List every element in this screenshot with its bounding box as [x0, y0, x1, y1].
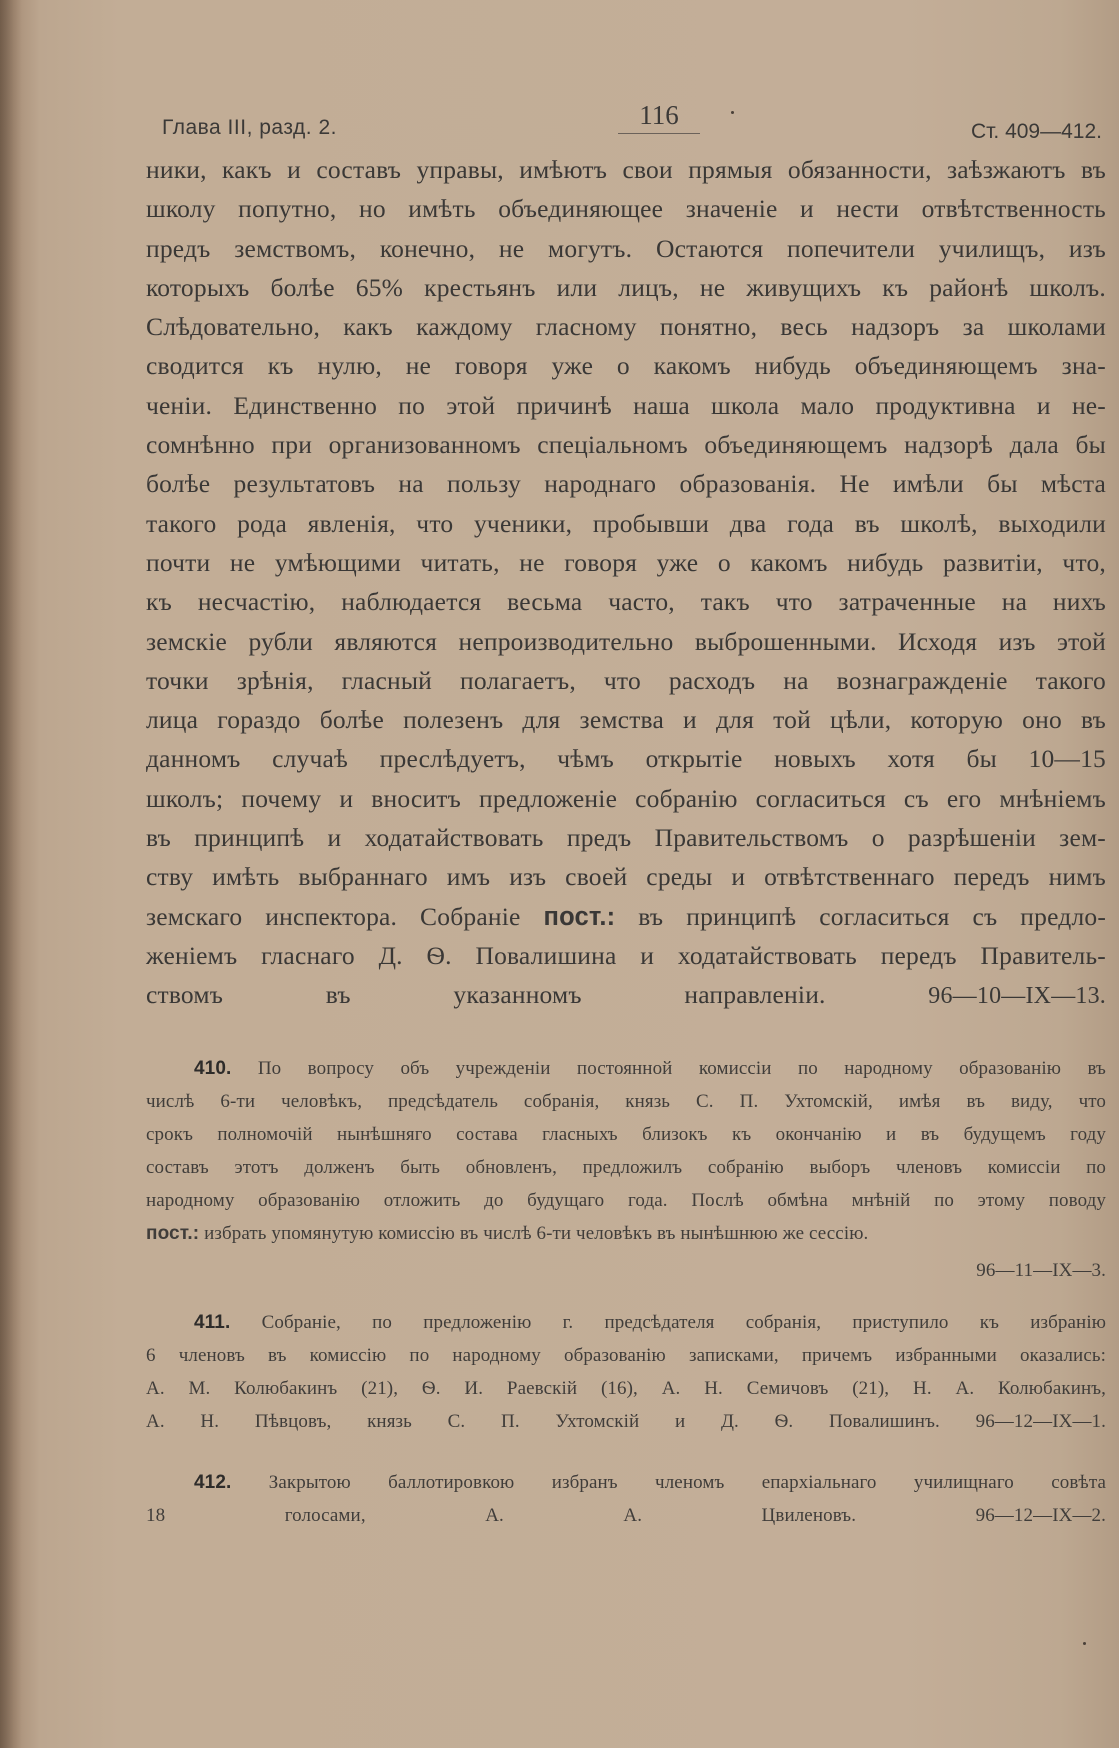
text-fragment: избрать упомянутую комиссію въ числѣ 6-ти человѣкъ въ нынѣшнюю же сессію.	[204, 1223, 869, 1244]
text-line: которыхъ болѣе 65% крестьянъ или лицъ, не живущихъ къ районѣ школъ.	[146, 272, 1106, 302]
text-line: сомнѣнно при организованномъ спеціальномъ объединяющемъ надзорѣ дала бы	[146, 430, 1106, 460]
item-line	[146, 1466, 1106, 1499]
text-line: земскіе рубли являются непроизводительно выброшенными. Исходя изъ этой	[146, 626, 1106, 656]
item-line: составъ этотъ долженъ быть обновленъ, предложилъ собранію выборъ членовъ комиссіи по	[146, 1157, 1106, 1178]
page-number: 116	[618, 100, 700, 134]
ink-speck	[731, 111, 734, 114]
item-412	[146, 1466, 1106, 1532]
text-line: ству имѣть выбраннаго имъ изъ своей среды и отвѣтственнаго передъ нимъ	[146, 862, 1106, 892]
reference-409: 96—10—IX—13.	[928, 983, 1107, 1010]
text-line: Слѣдовательно, какъ каждому гласному понятно, весь надзоръ за школами	[146, 312, 1106, 342]
item-410	[146, 1052, 1106, 1287]
post-label: пост.:	[543, 902, 616, 931]
text-fragment: По вопросу объ учрежденіи постоянной комиссіи по народному образованію въ	[257, 1058, 1106, 1079]
text-line: сводится къ нулю, не говоря уже о какомъ нибудь объединяющемъ зна-	[146, 351, 1106, 381]
item-line	[146, 1052, 1106, 1085]
item-number: 410.	[194, 1058, 232, 1079]
text-line: въ принципѣ и ходатайствовать предъ Правительствомъ о разрѣшеніи зем-	[146, 823, 1106, 853]
text-line: ники, какъ и составъ управы, имѣютъ свои прямыя обязанности, заѣзжаютъ въ	[146, 155, 1106, 184]
text-fragment: Закрытою баллотировкою избранъ членомъ епархіальнаго училищнаго совѣта	[268, 1472, 1107, 1493]
text-fragment: А. Н. Пѣвцовъ, князь С. П. Ухтомскій и Д. Ѳ. Повалишинъ.	[146, 1411, 940, 1432]
item-line: народному образованію отложить до будущаго года. Послѣ обмѣна мнѣній по этому поводу	[146, 1190, 1106, 1211]
item-line: числѣ 6-ти человѣкъ, предсѣдатель собранія, князь С. П. Ухтомскій, имѣя въ виду, что	[146, 1091, 1106, 1112]
text-line: женіемъ гласнаго Д. Ѳ. Повалишина и ходатайствовать передъ Правитель-	[146, 940, 1106, 970]
page-header	[162, 100, 1102, 150]
text-line: болѣе результатовъ на пользу народнаго образованія. Не имѣли бы мѣста	[146, 469, 1106, 499]
text-line: предъ земствомъ, конечно, не могутъ. Остаются попечители училищъ, изъ	[146, 233, 1106, 263]
text-fragment: въ принципѣ согласиться съ предло-	[638, 901, 1107, 931]
chapter-label: Глава III, разд. 2.	[162, 116, 337, 139]
text-fragment: 18 голосами, А. А. Цвиленовъ.	[146, 1505, 857, 1526]
text-line: точки зрѣнія, гласный полагаетъ, что расходъ на вознагражденіе такого	[146, 665, 1106, 695]
text-line: данномъ случаѣ преслѣдуетъ, чѣмъ открытіе новыхъ хотя бы 10—15	[146, 744, 1106, 774]
text-line: почти не умѣющими читать, не говоря уже о какомъ нибудь развитіи, что,	[146, 547, 1106, 577]
item-line	[146, 1405, 1106, 1438]
text-fragment: земскаго инспектора. Собраніе	[146, 901, 521, 931]
text-line	[146, 975, 1106, 1014]
text-line: школъ; почему и вноситъ предложеніе собранію согласиться съ его мнѣніемъ	[146, 783, 1106, 813]
column-range: Ст. 409—412.	[970, 120, 1102, 143]
text-line: такого рода явленія, что ученики, пробывши два года въ школѣ, выходили	[146, 508, 1106, 538]
item-line: А. М. Колюбакинъ (21), Ѳ. И. Раевскій (16), А. Н. Семичовъ (21), Н. А. Колюбакинъ,	[146, 1378, 1106, 1399]
item-reference: 96—12—IX—2.	[975, 1505, 1106, 1526]
item-line: срокъ полномочій нынѣшняго состава гласныхъ близокъ къ окончанію и въ будущемъ году	[146, 1124, 1106, 1145]
text-line: лица гораздо болѣе полезенъ для земства и для той цѣли, которую оно въ	[146, 705, 1106, 735]
item-reference: 96—12—IX—1.	[975, 1411, 1106, 1432]
text-fragment: ствомъ въ указанномъ направленіи.	[146, 980, 826, 1010]
item-line: 6 членовъ въ комиссію по народному образованію записками, причемъ избранными оказались:	[146, 1345, 1106, 1366]
item-411	[146, 1306, 1106, 1438]
binding-shadow	[0, 0, 22, 1748]
main-text	[146, 150, 1106, 1015]
item-line	[146, 1306, 1106, 1339]
text-line: школу попутно, но имѣть объединяющее значеніе и нести отвѣтственность	[146, 194, 1106, 224]
item-line	[146, 1499, 1106, 1532]
item-reference: 96—11—IX—3.	[976, 1260, 1106, 1281]
ink-speck	[1083, 1642, 1086, 1645]
item-number: 412.	[194, 1472, 232, 1493]
text-line	[146, 897, 1106, 936]
post-label: пост.:	[146, 1223, 200, 1244]
item-number: 411.	[194, 1312, 231, 1333]
text-line: ченіи. Единственно по этой причинѣ наша школа мало продуктивна и не-	[146, 390, 1106, 420]
text-fragment: Собраніе, по предложенію г. предсѣдателя собранія, приступило къ избранію	[261, 1312, 1106, 1333]
item-line	[146, 1217, 1106, 1250]
text-line: къ несчастію, наблюдается весьма часто, такъ что затраченные на нихъ	[146, 587, 1106, 617]
